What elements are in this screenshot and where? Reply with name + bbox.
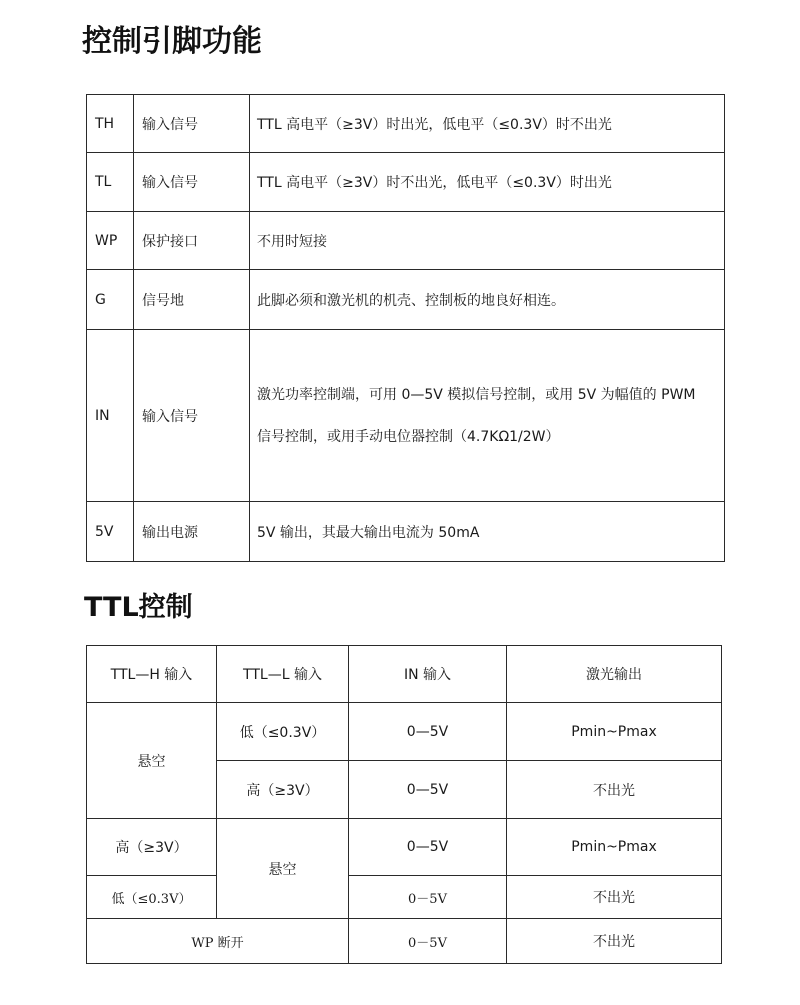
table-row (87, 876, 722, 919)
section-title-ttl-control: TTL控制 (84, 592, 193, 623)
table-row (87, 502, 725, 562)
pin-type: 输出电源 (134, 502, 250, 562)
laser-output-cell: Pmin~Pmax (507, 819, 722, 876)
pin-type: 输入信号 (134, 153, 250, 212)
pin-type: 保护接口 (134, 212, 250, 270)
header-ttl-l: TTL—L 输入 (217, 646, 349, 703)
header-in: IN 输入 (349, 646, 507, 703)
ttl-l-cell: 高（≥3V） (217, 761, 349, 819)
pin-name: WP (87, 212, 134, 270)
pin-function-table (86, 94, 725, 562)
table-row (87, 703, 722, 761)
laser-output-cell: 不出光 (507, 761, 722, 819)
laser-output-cell: 不出光 (507, 919, 722, 964)
pin-type: 信号地 (134, 270, 250, 330)
pin-name: TL (87, 153, 134, 212)
pin-name: 5V (87, 502, 134, 562)
table-row (87, 330, 725, 502)
pin-name: G (87, 270, 134, 330)
wp-open-cell: WP 断开 (87, 919, 349, 964)
ttl-h-cell: 低（≤0.3V） (87, 876, 217, 919)
table-row (87, 153, 725, 212)
section-title-pin-functions: 控制引脚功能 (82, 24, 262, 59)
laser-output-cell: Pmin~Pmax (507, 703, 722, 761)
table-row (87, 212, 725, 270)
pin-name: IN (87, 330, 134, 502)
laser-output-cell: 不出光 (507, 876, 722, 919)
table-row (87, 95, 725, 153)
pin-type: 输入信号 (134, 330, 250, 502)
pin-description (250, 330, 725, 502)
ttl-h-cell: 高（≥3V） (87, 819, 217, 876)
in-cell: 0－5V (349, 919, 507, 964)
pin-description: 此脚必须和激光机的机壳、控制板的地良好相连。 (250, 270, 725, 330)
ttl-h-cell: 悬空 (87, 703, 217, 819)
table-row (87, 919, 722, 964)
header-ttl-h: TTL—H 输入 (87, 646, 217, 703)
ttl-control-table (86, 645, 722, 964)
pin-description-line: 激光功率控制端，可用 0—5V 模拟信号控制，或用 5V 为幅值的 PWM (257, 386, 696, 403)
in-cell: 0—5V (349, 761, 507, 819)
in-cell: 0－5V (349, 876, 507, 919)
pin-description: TTL 高电平（≥3V）时不出光，低电平（≤0.3V）时出光 (250, 153, 725, 212)
pin-type: 输入信号 (134, 95, 250, 153)
pin-description: 5V 输出，其最大输出电流为 50mA (250, 502, 725, 562)
ttl-l-cell: 悬空 (217, 819, 349, 919)
in-cell: 0—5V (349, 819, 507, 876)
in-cell: 0—5V (349, 703, 507, 761)
table-row (87, 270, 725, 330)
pin-description: 不用时短接 (250, 212, 725, 270)
pin-name: TH (87, 95, 134, 153)
pin-description: TTL 高电平（≥3V）时出光，低电平（≤0.3V）时不出光 (250, 95, 725, 153)
table-row (87, 819, 722, 876)
table-header-row (87, 646, 722, 703)
ttl-l-cell: 低（≤0.3V） (217, 703, 349, 761)
pin-description-line: 信号控制，或用手动电位器控制（4.7KΩ1/2W） (257, 428, 560, 445)
header-laser-output: 激光输出 (507, 646, 722, 703)
